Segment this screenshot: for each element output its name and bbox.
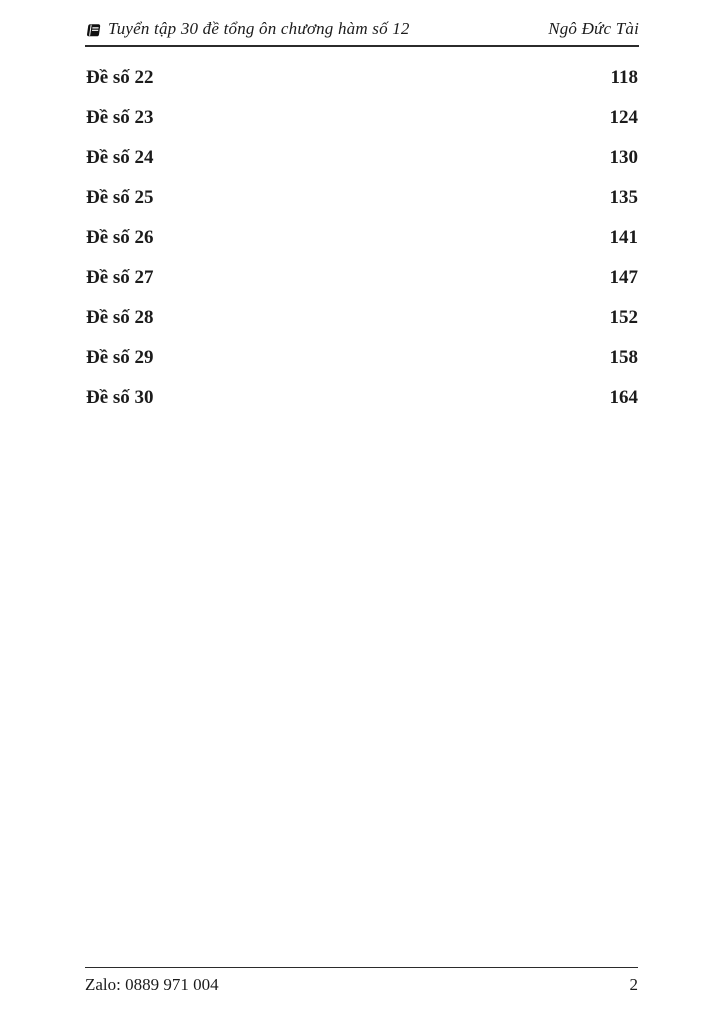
toc-entry-label: Đề số 23 [86,107,154,128]
toc-entry[interactable] [86,226,638,266]
header-author: Ngô Đức Tài [548,19,639,38]
toc-entry-label: Đề số 22 [86,67,154,88]
toc-entry[interactable] [86,306,638,346]
toc-entry[interactable] [86,146,638,186]
toc-entry-page: 164 [609,387,638,408]
toc-entry[interactable] [86,66,638,106]
footer-contact: Zalo: 0889 971 004 [85,975,219,994]
toc-entry-label: Đề số 24 [86,147,154,168]
book-icon [85,23,101,38]
header-title: Tuyển tập 30 đề tổng ôn chương hàm số 12 [108,19,410,38]
toc-entry-page: 141 [609,227,638,248]
table-of-contents [86,66,638,426]
toc-entry-label: Đề số 27 [86,267,154,288]
toc-entry-page: 158 [609,347,638,368]
toc-entry-page: 152 [609,307,638,328]
toc-entry[interactable] [86,186,638,226]
toc-entry[interactable] [86,106,638,146]
toc-entry-page: 124 [609,107,638,128]
toc-entry-page: 118 [610,67,638,88]
toc-entry-label: Đề số 26 [86,227,154,248]
toc-entry[interactable] [86,346,638,386]
toc-entry-label: Đề số 30 [86,387,154,408]
toc-entry-page: 130 [609,147,638,168]
page-footer [85,967,638,995]
toc-entry-label: Đề số 25 [86,187,154,208]
toc-entry[interactable] [86,266,638,306]
toc-entry-page: 135 [609,187,638,208]
toc-entry[interactable] [86,386,638,426]
toc-entry-page: 147 [609,267,638,288]
toc-entry-label: Đề số 29 [86,347,154,368]
page-header [85,19,639,47]
toc-entry-label: Đề số 28 [86,307,154,328]
footer-page-number: 2 [629,975,638,994]
